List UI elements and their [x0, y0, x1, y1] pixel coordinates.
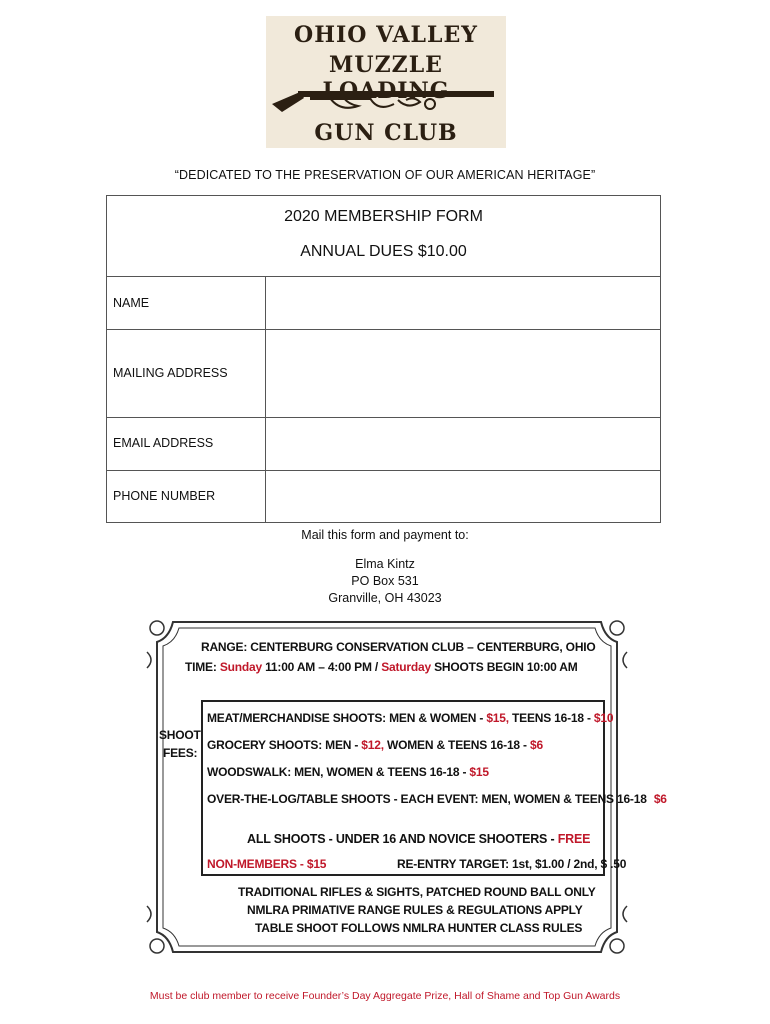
name-field[interactable] — [265, 277, 660, 329]
phone-number-row — [107, 471, 660, 523]
sunday-hours: 11:00 AM – 4:00 PM / — [265, 660, 379, 674]
fees-box — [201, 700, 667, 876]
awards-eligibility-note: Must be club member to receive Founder’s Day Aggregate Prize, Hall of Shame and Top Gun Awards — [149, 990, 621, 1002]
range-location: RANGE: CENTERBURG CONSERVATION CLUB – CENTERBURG, OHIO — [201, 640, 596, 654]
mail-city: Granville, OH 43023 — [328, 591, 442, 605]
woodswalk-price: $15 — [469, 765, 489, 779]
non-member-fee: NON-MEMBERS - $15 — [207, 857, 327, 871]
membership-form — [106, 195, 661, 523]
meat-teens-price: $10 — [593, 711, 614, 725]
mail-po-box: PO Box 531 — [351, 574, 419, 588]
free-shoots-note — [247, 832, 590, 846]
email-address-row — [107, 418, 660, 471]
mailing-address-row — [107, 330, 660, 418]
shoot-fees-label-2: FEES: — [163, 746, 198, 760]
free-shoots-label: ALL SHOOTS - UNDER 16 AND NOVICE SHOOTERS - — [247, 832, 555, 846]
phone-number-field[interactable] — [265, 471, 660, 523]
woodswalk-label: WOODSWALK: MEN, WOMEN & TEENS 16-18 - — [207, 765, 467, 779]
grocery-label: GROCERY SHOOTS: MEN - — [207, 738, 359, 752]
over-the-log-label: OVER-THE-LOG/TABLE SHOOTS - EACH EVENT: MEN, WOMEN & TEENS 16-18 — [207, 792, 647, 806]
range-time — [185, 660, 578, 674]
email-address-label: EMAIL ADDRESS — [113, 436, 214, 450]
meat-teens-label: TEENS 16-18 - — [512, 711, 591, 725]
logo-line-2: MUZZLE — [329, 52, 443, 78]
mail-recipient: Elma Kintz — [355, 557, 415, 571]
free-shoots-price: FREE — [557, 832, 591, 846]
rule-traditional-rifles: TRADITIONAL RIFLES & SIGHTS, PATCHED ROUND BALL ONLY — [238, 885, 596, 899]
reentry-target-fee: RE-ENTRY TARGET: 1st, $1.00 / 2nd, $ .50 — [397, 857, 627, 871]
saturday-hours: SHOOTS BEGIN 10:00 AM — [434, 660, 578, 674]
logo-line-3: GUN CLUB — [314, 120, 458, 146]
mailing-address-field[interactable] — [265, 330, 660, 417]
saturday-label: Saturday — [381, 660, 431, 674]
annual-dues: ANNUAL DUES $10.00 — [300, 243, 467, 260]
meat-shoot-fee — [207, 711, 613, 725]
grocery-women-price: $6 — [529, 738, 543, 752]
range-info-frame — [143, 608, 667, 966]
grocery-price: $12, — [361, 738, 384, 752]
mailing-address-label: MAILING ADDRESS — [113, 366, 228, 380]
rifle-icon — [270, 82, 502, 118]
name-label: NAME — [113, 296, 150, 310]
phone-number-label: PHONE NUMBER — [113, 489, 216, 503]
meat-shoot-price: $15, — [486, 711, 509, 725]
form-title: 2020 MEMBERSHIP FORM — [284, 208, 483, 225]
club-logo — [266, 16, 506, 148]
shoot-fees-label-1: SHOOT — [159, 728, 201, 742]
name-row — [107, 277, 660, 330]
email-address-field[interactable] — [265, 418, 660, 470]
sunday-label: Sunday — [219, 660, 262, 674]
form-header — [107, 196, 660, 277]
time-label: TIME: — [185, 660, 217, 674]
grocery-women-label: WOMEN & TEENS 16-18 - — [387, 738, 527, 752]
rule-table-shoot: TABLE SHOOT FOLLOWS NMLRA HUNTER CLASS RULES — [255, 921, 583, 935]
meat-shoot-label: MEAT/MERCHANDISE SHOOTS: MEN & WOMEN - — [207, 711, 484, 725]
rule-nmlra-range: NMLRA PRIMATIVE RANGE RULES & REGULATIONS APPLY — [247, 903, 583, 917]
grocery-shoot-fee — [207, 738, 543, 752]
mail-intro: Mail this form and payment to: — [301, 528, 469, 542]
over-the-log-price: $6 — [653, 792, 667, 806]
club-motto: “DEDICATED TO THE PRESERVATION OF OUR AMERICAN HERITAGE” — [174, 168, 596, 182]
over-the-log-fee — [207, 792, 667, 806]
logo-line-1: OHIO VALLEY — [294, 22, 478, 48]
woodswalk-fee — [207, 765, 489, 779]
